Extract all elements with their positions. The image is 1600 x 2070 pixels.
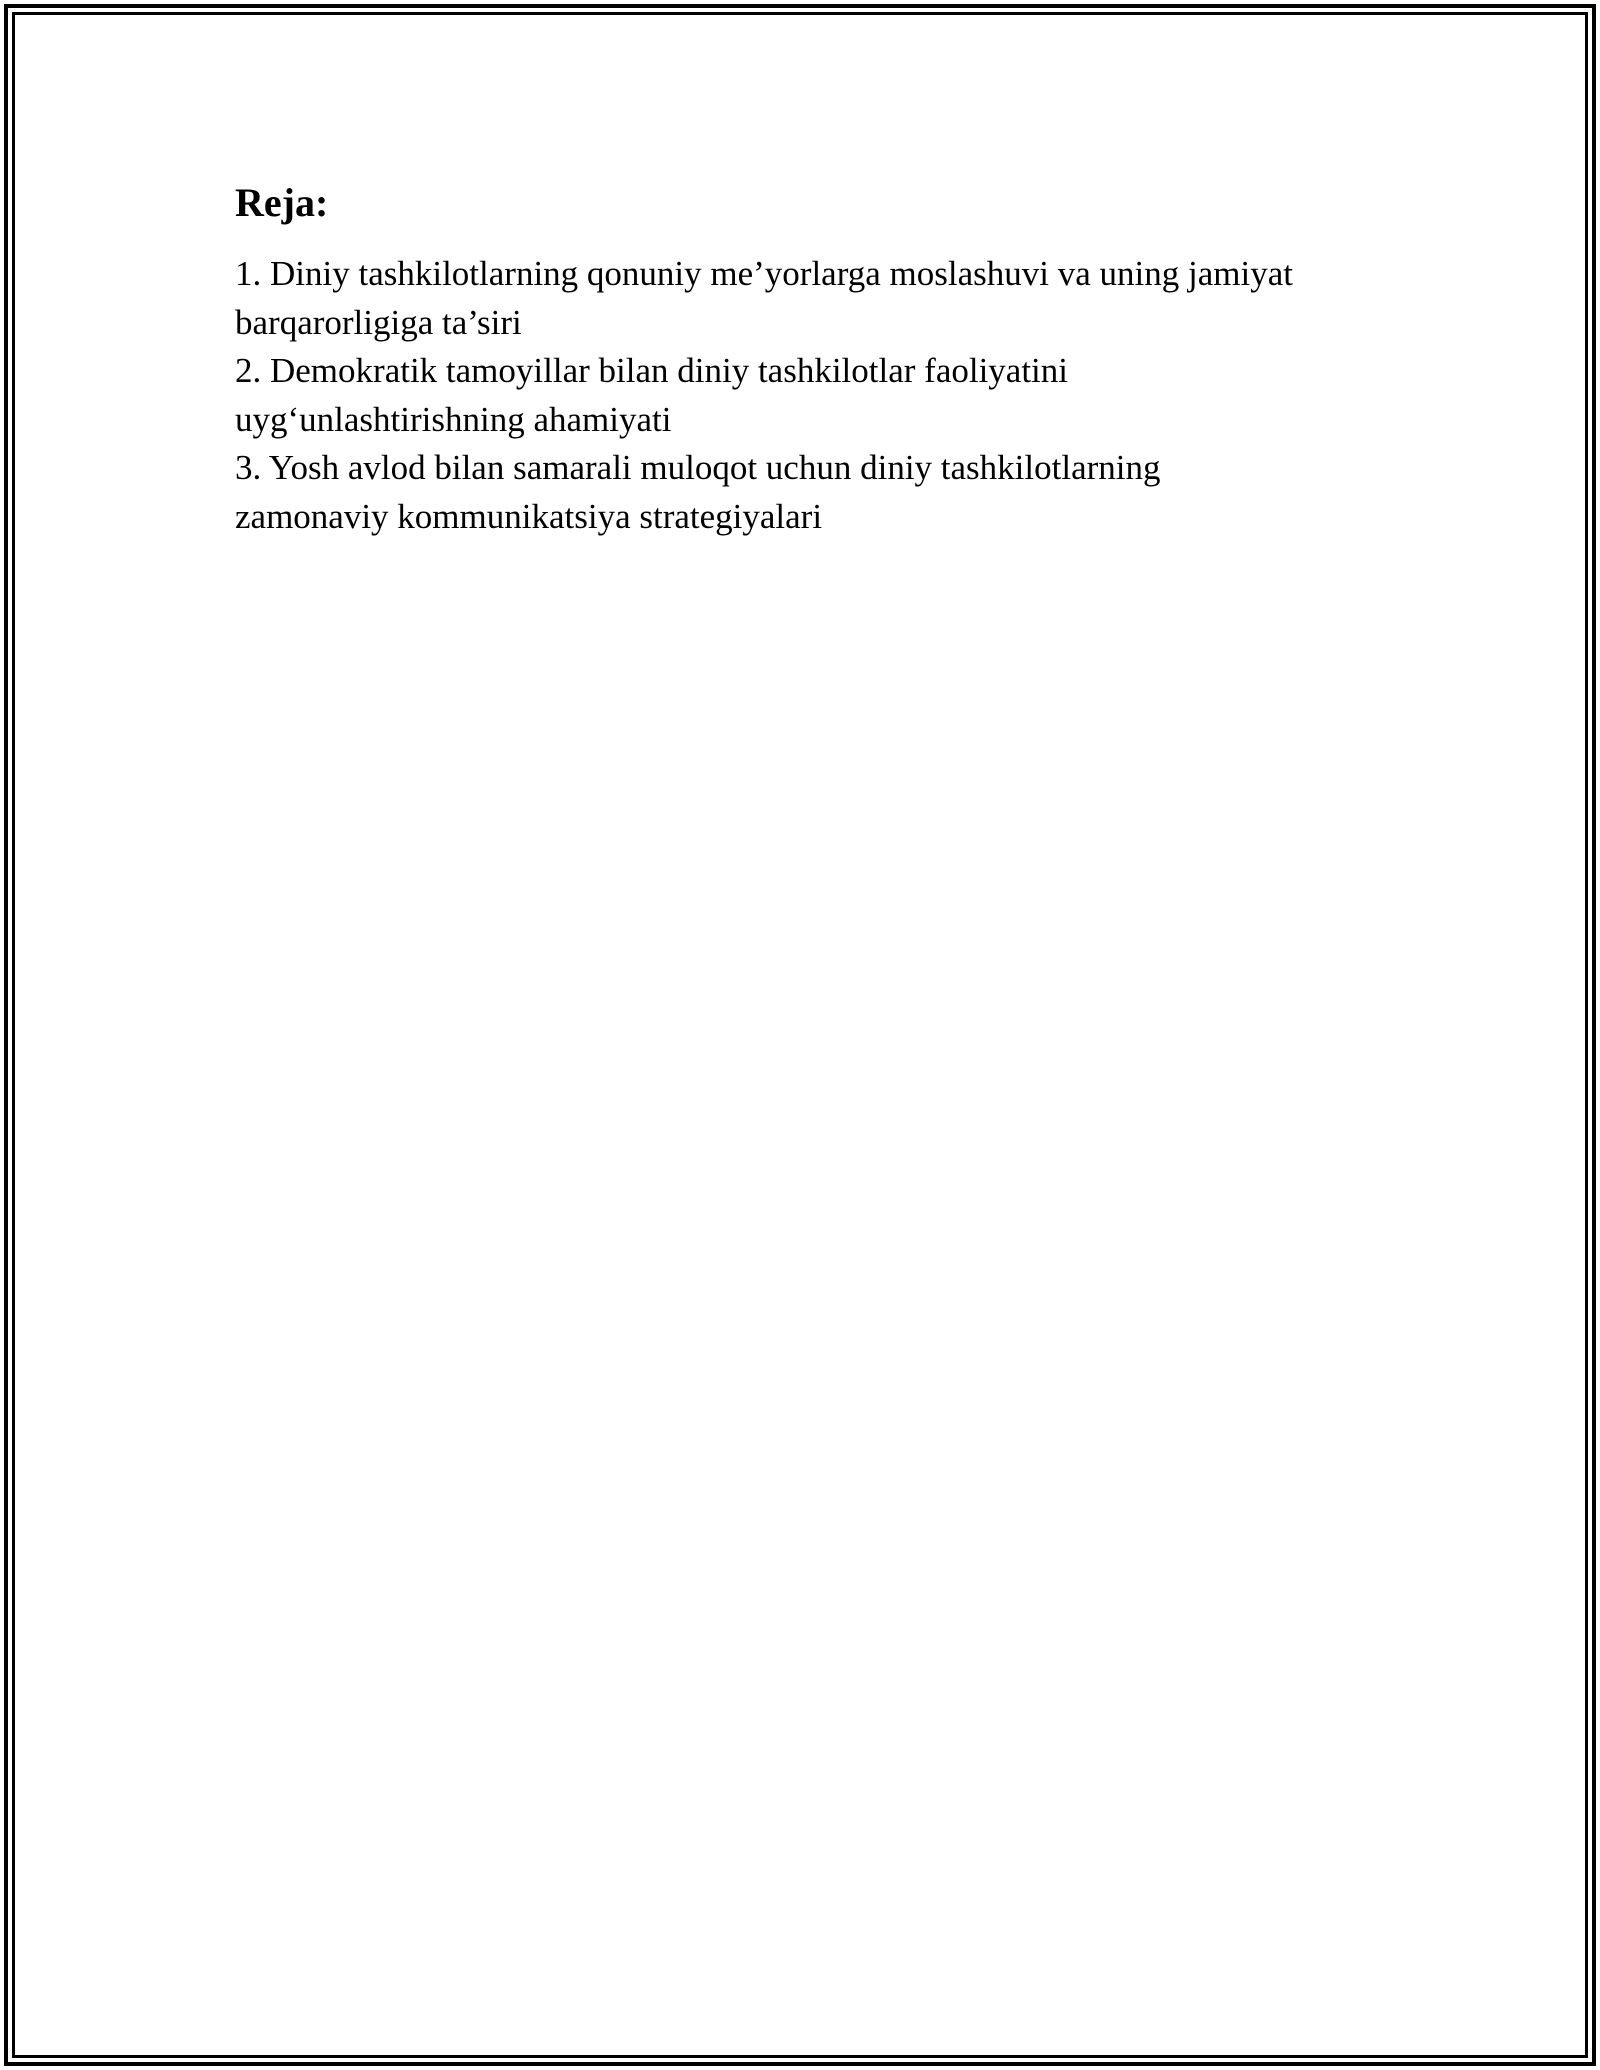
- plan-item-1-line-1: 1. Diniy tashkilotlarning qonuniy me’yorlarga moslashuvi va uning jamiyat: [235, 254, 1293, 293]
- plan-list: [235, 250, 1395, 541]
- plan-item-1: [235, 250, 1395, 347]
- plan-item-2-line-2: uyg‘unlashtirishning ahamiyati: [235, 399, 672, 439]
- plan-item-2: [235, 347, 1395, 444]
- plan-item-1-line-2: barqarorligiga ta’siri: [235, 302, 522, 342]
- page-content: [235, 180, 1395, 541]
- plan-heading: Reja:: [235, 180, 329, 225]
- plan-item-3-line-2: zamonaviy kommunikatsiya strategiyalari: [235, 496, 823, 536]
- plan-item-3-line-1: 3. Yosh avlod bilan samarali muloqot uchun diniy tashkilotlarning: [235, 448, 1161, 487]
- plan-item-3: [235, 444, 1395, 541]
- plan-item-2-line-1: 2. Demokratik tamoyillar bilan diniy tashkilotlar faoliyatini: [235, 351, 1069, 390]
